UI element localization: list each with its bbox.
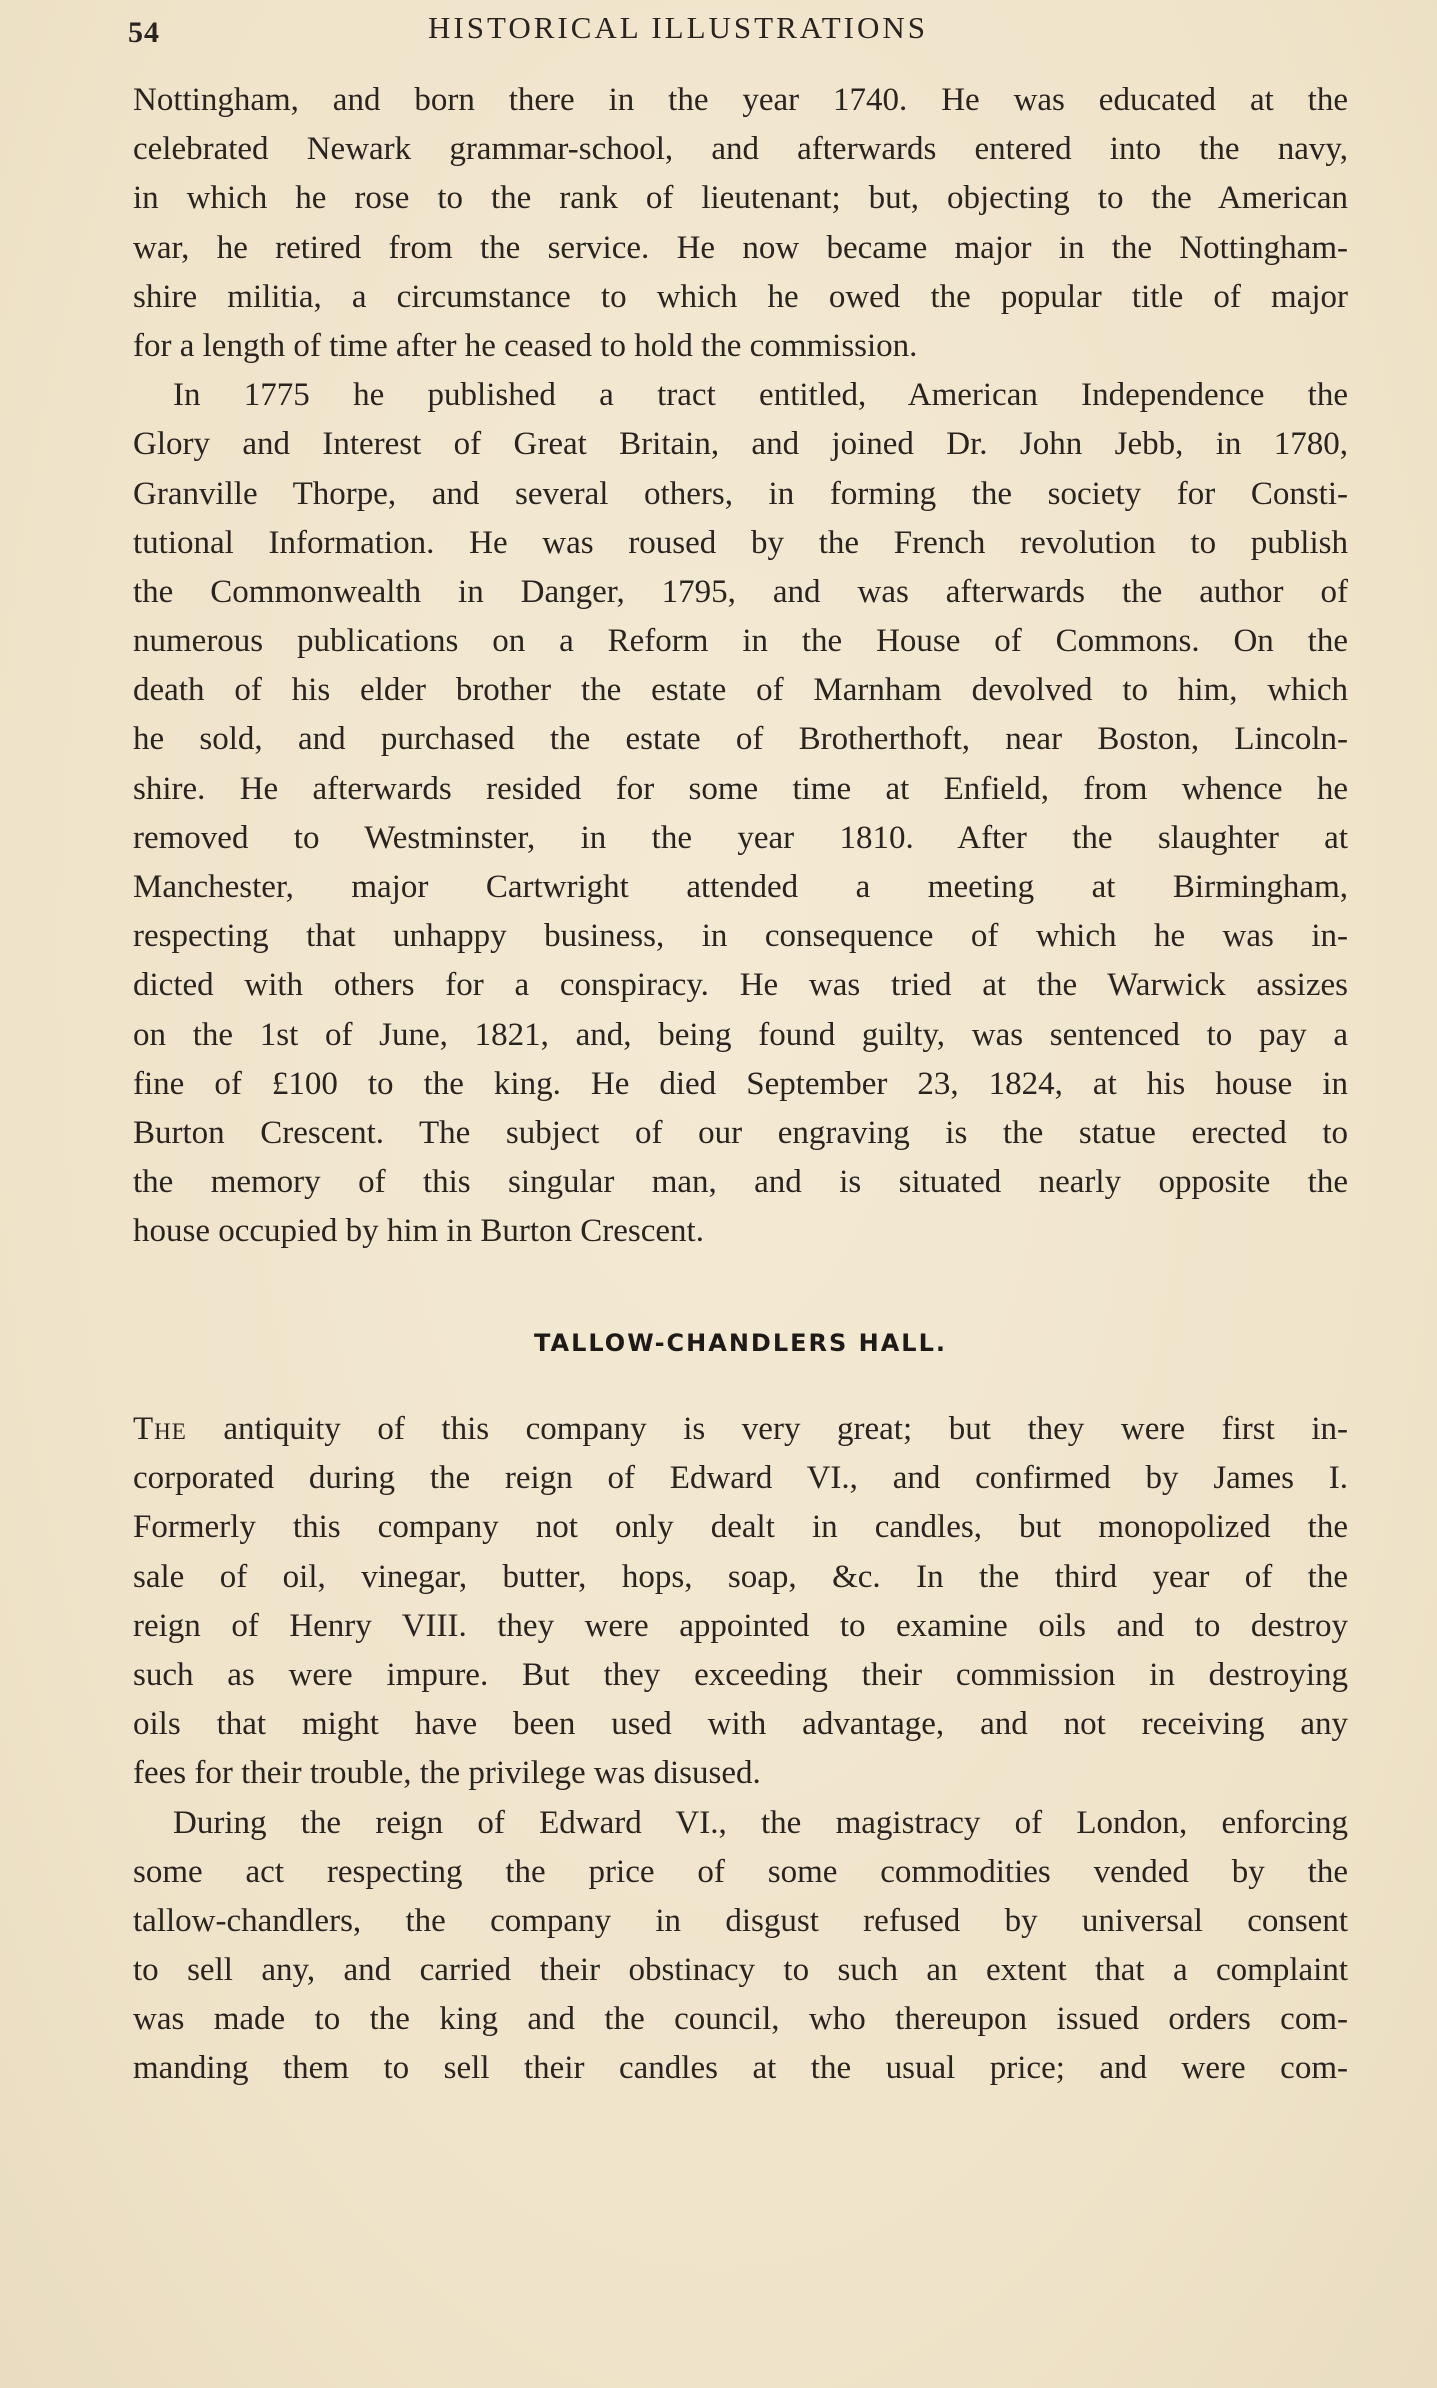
lead-word: The [133, 1411, 187, 1447]
cartwright-biography-text [133, 76, 1348, 1257]
text-line: Granville Thorpe, and several others, in forming the society for Consti- [133, 475, 1348, 512]
text-line: reign of Henry VIII. they were appointed to examine oils and to destroy [133, 1607, 1348, 1644]
text-line: shire. He afterwards resided for some time at Enfield, from whence he [133, 770, 1348, 807]
text-line: death of his elder brother the estate of Marnham devolved to him, which [133, 672, 1348, 709]
text-line: house occupied by him in Burton Crescent. [133, 1213, 704, 1250]
text-line: tallow-chandlers, the company in disgust refused by universal consent [133, 1902, 1348, 1939]
running-head [128, 10, 1358, 60]
text-line: the memory of this singular man, and is situated nearly opposite the [133, 1164, 1348, 1201]
text-line: some act respecting the price of some commodities vended by the [133, 1853, 1348, 1890]
text-line: manding them to sell their candles at the usual price; and were com- [133, 2050, 1348, 2087]
page-number: 54 [128, 16, 160, 49]
text-line: removed to Westminster, in the year 1810. After the slaughter at [133, 819, 1348, 856]
text-line: Nottingham, and born there in the year 1740. He was educated at the [133, 82, 1348, 118]
text-line: tutional Information. He was roused by the French revolution to publish [133, 524, 1348, 561]
text-line: Formerly this company not only dealt in candles, but monopolized the [133, 1509, 1348, 1546]
text-line: Glory and Interest of Great Britain, and joined Dr. John Jebb, in 1780, [133, 426, 1348, 463]
text-line-rest: antiquity of this company is very great; but they were first in- [186, 1411, 1348, 1447]
text-line: to sell any, and carried their obstinacy to such an extent that a complaint [133, 1952, 1348, 1989]
section-heading: TALLOW-CHANDLERS HALL. [533, 1329, 948, 1357]
text-line: Manchester, major Cartwright attended a meeting at Birmingham, [133, 869, 1348, 905]
text-line: he sold, and purchased the estate of Brotherthoft, near Boston, Lincoln- [133, 721, 1348, 758]
text-line: the Commonwealth in Danger, 1795, and was afterwards the author of [133, 573, 1348, 610]
text-line: was made to the king and the council, who thereupon issued orders com- [133, 2001, 1348, 2038]
text-line: In 1775 he published a tract entitled, American Independence the [173, 377, 1348, 414]
text-line: in which he rose to the rank of lieutenant; but, objecting to the American [133, 180, 1348, 217]
text-line: fine of £100 to the king. He died September 23, 1824, at his house in [133, 1065, 1348, 1102]
text-line: war, he retired from the service. He now became major in the Nottingham- [133, 229, 1348, 266]
text-line: oils that might have been used with advantage, and not receiving any [133, 1706, 1348, 1743]
text-line: respecting that unhappy business, in consequence of which he was in- [133, 918, 1348, 955]
text-line: such as were impure. But they exceeding their commission in destroying [133, 1656, 1348, 1693]
tallow-chandlers-text [133, 1405, 1348, 2094]
text-line [133, 1405, 1348, 1454]
running-title: HISTORICAL ILLUSTRATIONS [428, 10, 928, 45]
text-line: celebrated Newark grammar-school, and afterwards entered into the navy, [133, 131, 1348, 168]
text-line: on the 1st of June, 1821, and, being found guilty, was sentenced to pay a [133, 1016, 1348, 1053]
text-line: fees for their trouble, the privilege was disused. [133, 1755, 761, 1792]
text-line: corporated during the reign of Edward VI., and confirmed by James I. [133, 1460, 1348, 1497]
text-line: During the reign of Edward VI., the magistracy of London, enforcing [173, 1804, 1348, 1841]
text-line: numerous publications on a Reform in the House of Commons. On the [133, 623, 1348, 660]
text-line: shire militia, a circumstance to which he owed the popular title of major [133, 278, 1348, 315]
text-line: dicted with others for a conspiracy. He was tried at the Warwick assizes [133, 967, 1348, 1004]
text-line: Burton Crescent. The subject of our engraving is the statue erected to [133, 1114, 1348, 1151]
text-line: for a length of time after he ceased to hold the commission. [133, 327, 918, 364]
text-line: sale of oil, vinegar, butter, hops, soap, &c. In the third year of the [133, 1558, 1348, 1595]
